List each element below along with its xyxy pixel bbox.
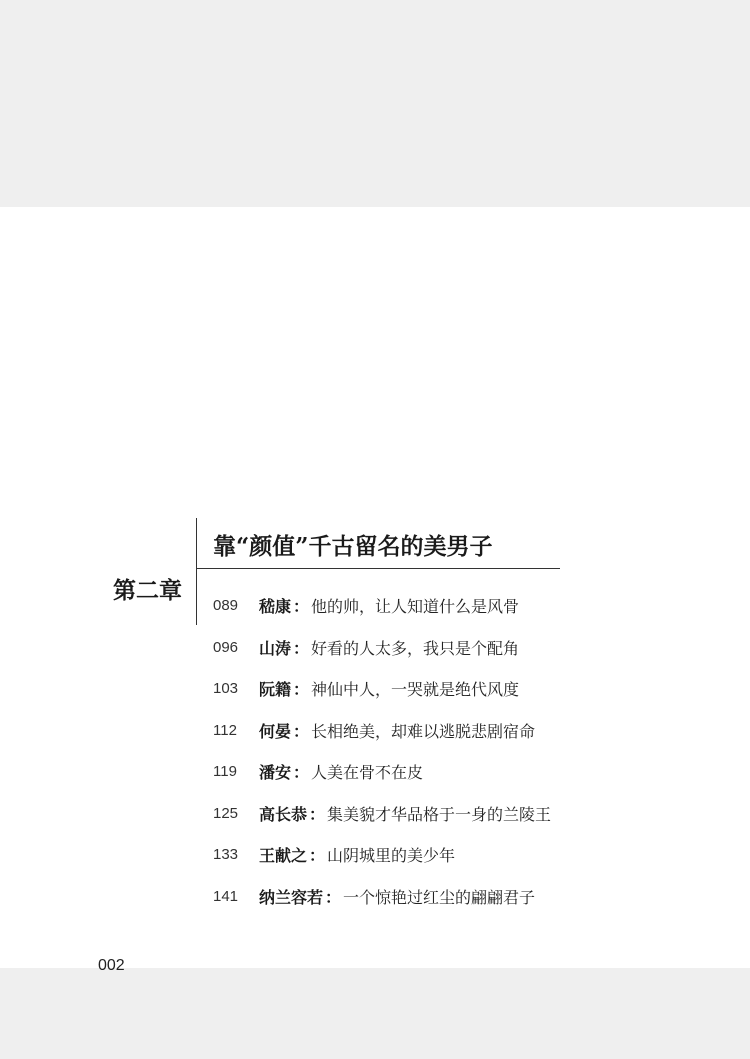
toc-entry[interactable] (213, 876, 551, 918)
bottom-margin (0, 968, 750, 1059)
entry-name: 何晏 (259, 721, 292, 741)
entry-description: 山阴城里的美少年 (327, 846, 456, 866)
toc-entry[interactable] (213, 627, 551, 669)
entry-separator: ： (293, 680, 310, 700)
page-number: 002 (98, 957, 125, 974)
entry-description: 长相绝美，却难以逃脱悲剧宿命 (311, 721, 536, 741)
entry-name: 纳兰容若 (259, 887, 324, 907)
entry-description: 人美在骨不在皮 (311, 763, 424, 783)
entry-description: 他的帅，让人知道什么是风骨 (311, 597, 520, 617)
entry-page-number: 103 (213, 680, 239, 698)
entry-separator: ： (325, 887, 342, 907)
entry-separator: ： (309, 846, 326, 866)
entry-page-number: 119 (213, 763, 237, 781)
entry-description: 神仙中人，一哭就是绝代风度 (311, 680, 520, 700)
entry-page-number: 141 (213, 887, 239, 905)
entry-page-number: 112 (213, 721, 237, 739)
entry-name: 嵇康 (259, 597, 292, 617)
entry-separator: ： (309, 804, 326, 824)
entry-page-number: 133 (213, 846, 239, 864)
entry-separator: ： (293, 763, 310, 783)
chapter-title: 靠“颜值”千古留名的美男子 (213, 533, 493, 560)
entry-separator: ： (293, 638, 310, 658)
toc-entry[interactable] (213, 834, 551, 876)
entry-description: 好看的人太多，我只是个配角 (311, 638, 520, 658)
toc-list (213, 585, 551, 917)
entry-name: 山涛 (259, 638, 292, 658)
horizontal-rule (196, 568, 560, 569)
entry-name: 潘安 (259, 763, 292, 783)
vertical-rule (196, 518, 197, 625)
entry-description: 一个惊艳过红尘的翩翩君子 (343, 887, 536, 907)
entry-name: 王献之 (259, 846, 308, 866)
entry-name: 高长恭 (259, 804, 308, 824)
toc-entry[interactable] (213, 668, 551, 710)
toc-entry[interactable] (213, 751, 551, 793)
entry-separator: ： (293, 597, 310, 617)
entry-page-number: 125 (213, 804, 239, 822)
entry-page-number: 089 (213, 597, 239, 615)
toc-entry[interactable] (213, 710, 551, 752)
toc-entry[interactable] (213, 793, 551, 835)
entry-separator: ： (293, 721, 310, 741)
entry-description: 集美貌才华品格于一身的兰陵王 (327, 804, 552, 824)
top-margin (0, 0, 750, 207)
chapter-label: 第二章 (113, 577, 182, 604)
entry-name: 阮籍 (259, 680, 292, 700)
entry-page-number: 096 (213, 638, 239, 656)
toc-entry[interactable] (213, 585, 551, 627)
